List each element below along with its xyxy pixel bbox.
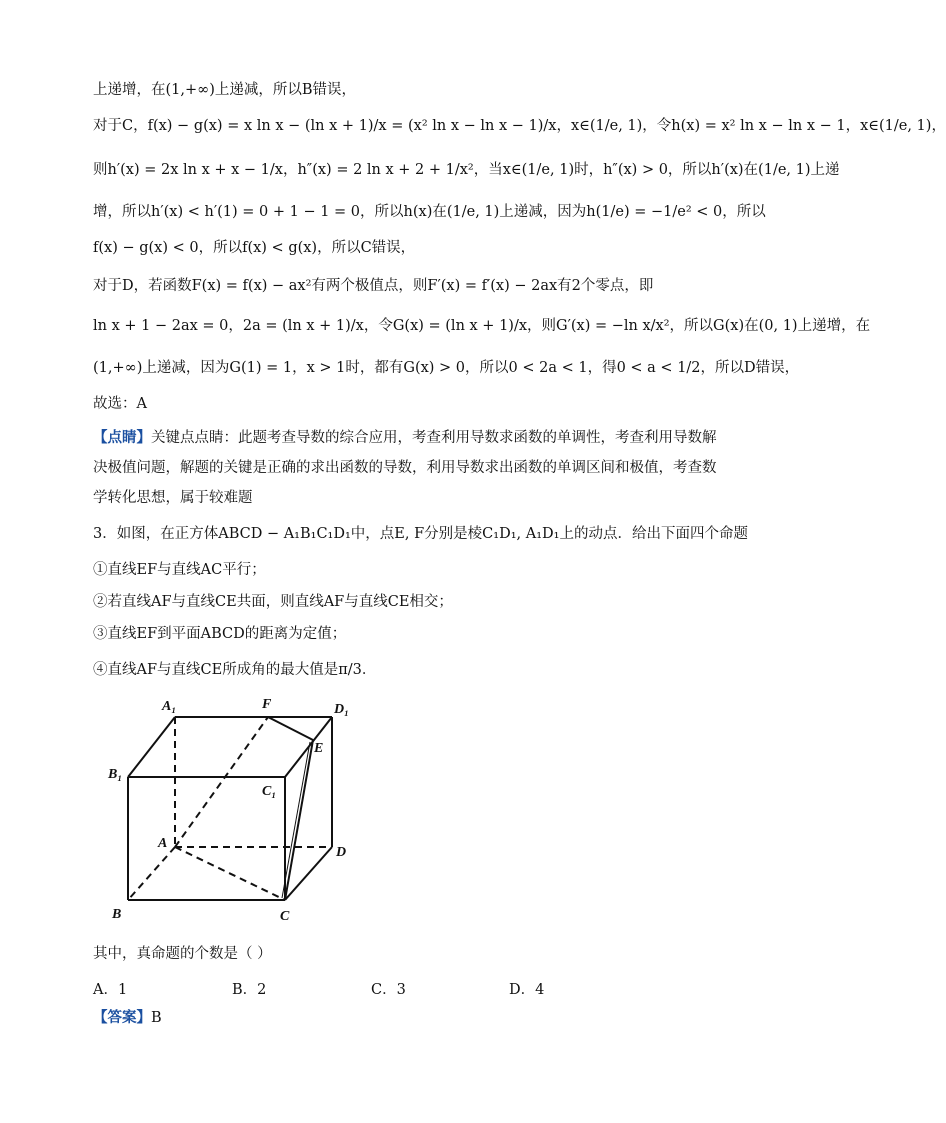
line-2: 对于C，f(x) − g(x) = x ln x − (ln x + 1)/x = (x² ln x − ln x − 1)/x，x∈(1/e, 1)，令h(x) = x² ln x − ln x − 1，x∈(1/e, 1)，: [93, 118, 946, 134]
label-C1: C₁: [262, 784, 277, 799]
label-C: C: [280, 909, 290, 924]
line-8: (1,+∞)上递减，因为G(1) = 1，x > 1时，都有G(x) > 0，所以0 < 2a < 1，得0 < a < 1/2，所以D错误，: [93, 360, 800, 376]
edge-A1-B1: [128, 717, 175, 777]
answer-value: B: [151, 1010, 162, 1026]
label-A1: A₁: [162, 699, 177, 714]
segment-F-E: [268, 717, 313, 740]
question-line: 其中，真命题的个数是（ ）: [93, 946, 272, 962]
label-A: A: [158, 836, 168, 851]
answer-line: [93, 1008, 704, 1028]
option-C: C．3: [371, 982, 406, 998]
line-1: 上递增，在(1,+∞)上递减，所以B错误，: [93, 82, 357, 98]
proposition-4: ④直线AF与直线CE所成角的最大值是π/3．: [93, 662, 377, 678]
proposition-2: ②若直线AF与直线CE共面，则直线AF与直线CE相交；: [93, 594, 453, 610]
cube-figure: [100, 692, 380, 932]
segment-A-F: [175, 717, 268, 847]
line-9: 故选：A: [93, 396, 147, 412]
label-B: B: [112, 907, 122, 922]
dianjing-tag: 【点睛】: [93, 429, 151, 446]
proposition-1: ①直线EF与直线AC平行；: [93, 562, 266, 578]
segment-E-C: [285, 740, 313, 900]
label-D1: D₁: [334, 702, 349, 717]
line-6: 对于D，若函数F(x) = f(x) − ax²有两个极值点，则F′(x) = f′(x) − 2ax有2个零点，即: [93, 278, 654, 294]
option-A: A．1: [93, 982, 128, 998]
proposition-3: ③直线EF到平面ABCD的距离为定值；: [93, 626, 347, 642]
dianjing-line-1: [93, 428, 717, 448]
problem-stem: 3．如图，在正方体ABCD − A₁B₁C₁D₁中，点E, F分别是棱C₁D₁, A₁D₁上的动点．给出下面四个命题: [93, 526, 748, 542]
line-4: 增，所以h′(x) < h′(1) = 0 + 1 − 1 = 0，所以h(x)在(1/e, 1)上递减，因为h(1/e) = −1/e² < 0，所以: [93, 204, 766, 220]
option-D: D．4: [509, 982, 545, 998]
segment-A-C: [175, 847, 285, 900]
dianjing-text-1: 关键点点睛：此题考查导数的综合应用，考查利用导数求函数的单调性，考查利用导数解: [151, 430, 717, 446]
segment-E-C-2: [282, 742, 310, 898]
dianjing-line-3: 学转化思想，属于较难题: [93, 490, 253, 506]
label-B1: B₁: [108, 767, 123, 782]
line-5: f(x) − g(x) < 0，所以f(x) < g(x)，所以C错误，: [93, 240, 416, 256]
dianjing-line-2: 决极值问题，解题的关键是正确的求出函数的导数，利用导数求出函数的单调区间和极值，考查数: [93, 460, 717, 476]
label-D: D: [336, 845, 347, 860]
line-3: 则h′(x) = 2x ln x + x − 1/x，h″(x) = 2 ln x + 2 + 1/x²，当x∈(1/e, 1)时，h″(x) > 0，所以h′(x)在(1/e, 1)上递: [93, 162, 840, 178]
line-7: ln x + 1 − 2ax = 0，2a = (ln x + 1)/x，令G(x) = (ln x + 1)/x，则G′(x) = −ln x/x²，所以G(x)在(0, 1)上递增，在: [93, 318, 871, 334]
label-F: F: [262, 697, 272, 712]
label-E: E: [314, 741, 324, 756]
answer-tag: 【答案】: [93, 1009, 151, 1026]
edge-A-B: [128, 847, 175, 900]
option-B: B．2: [232, 982, 267, 998]
